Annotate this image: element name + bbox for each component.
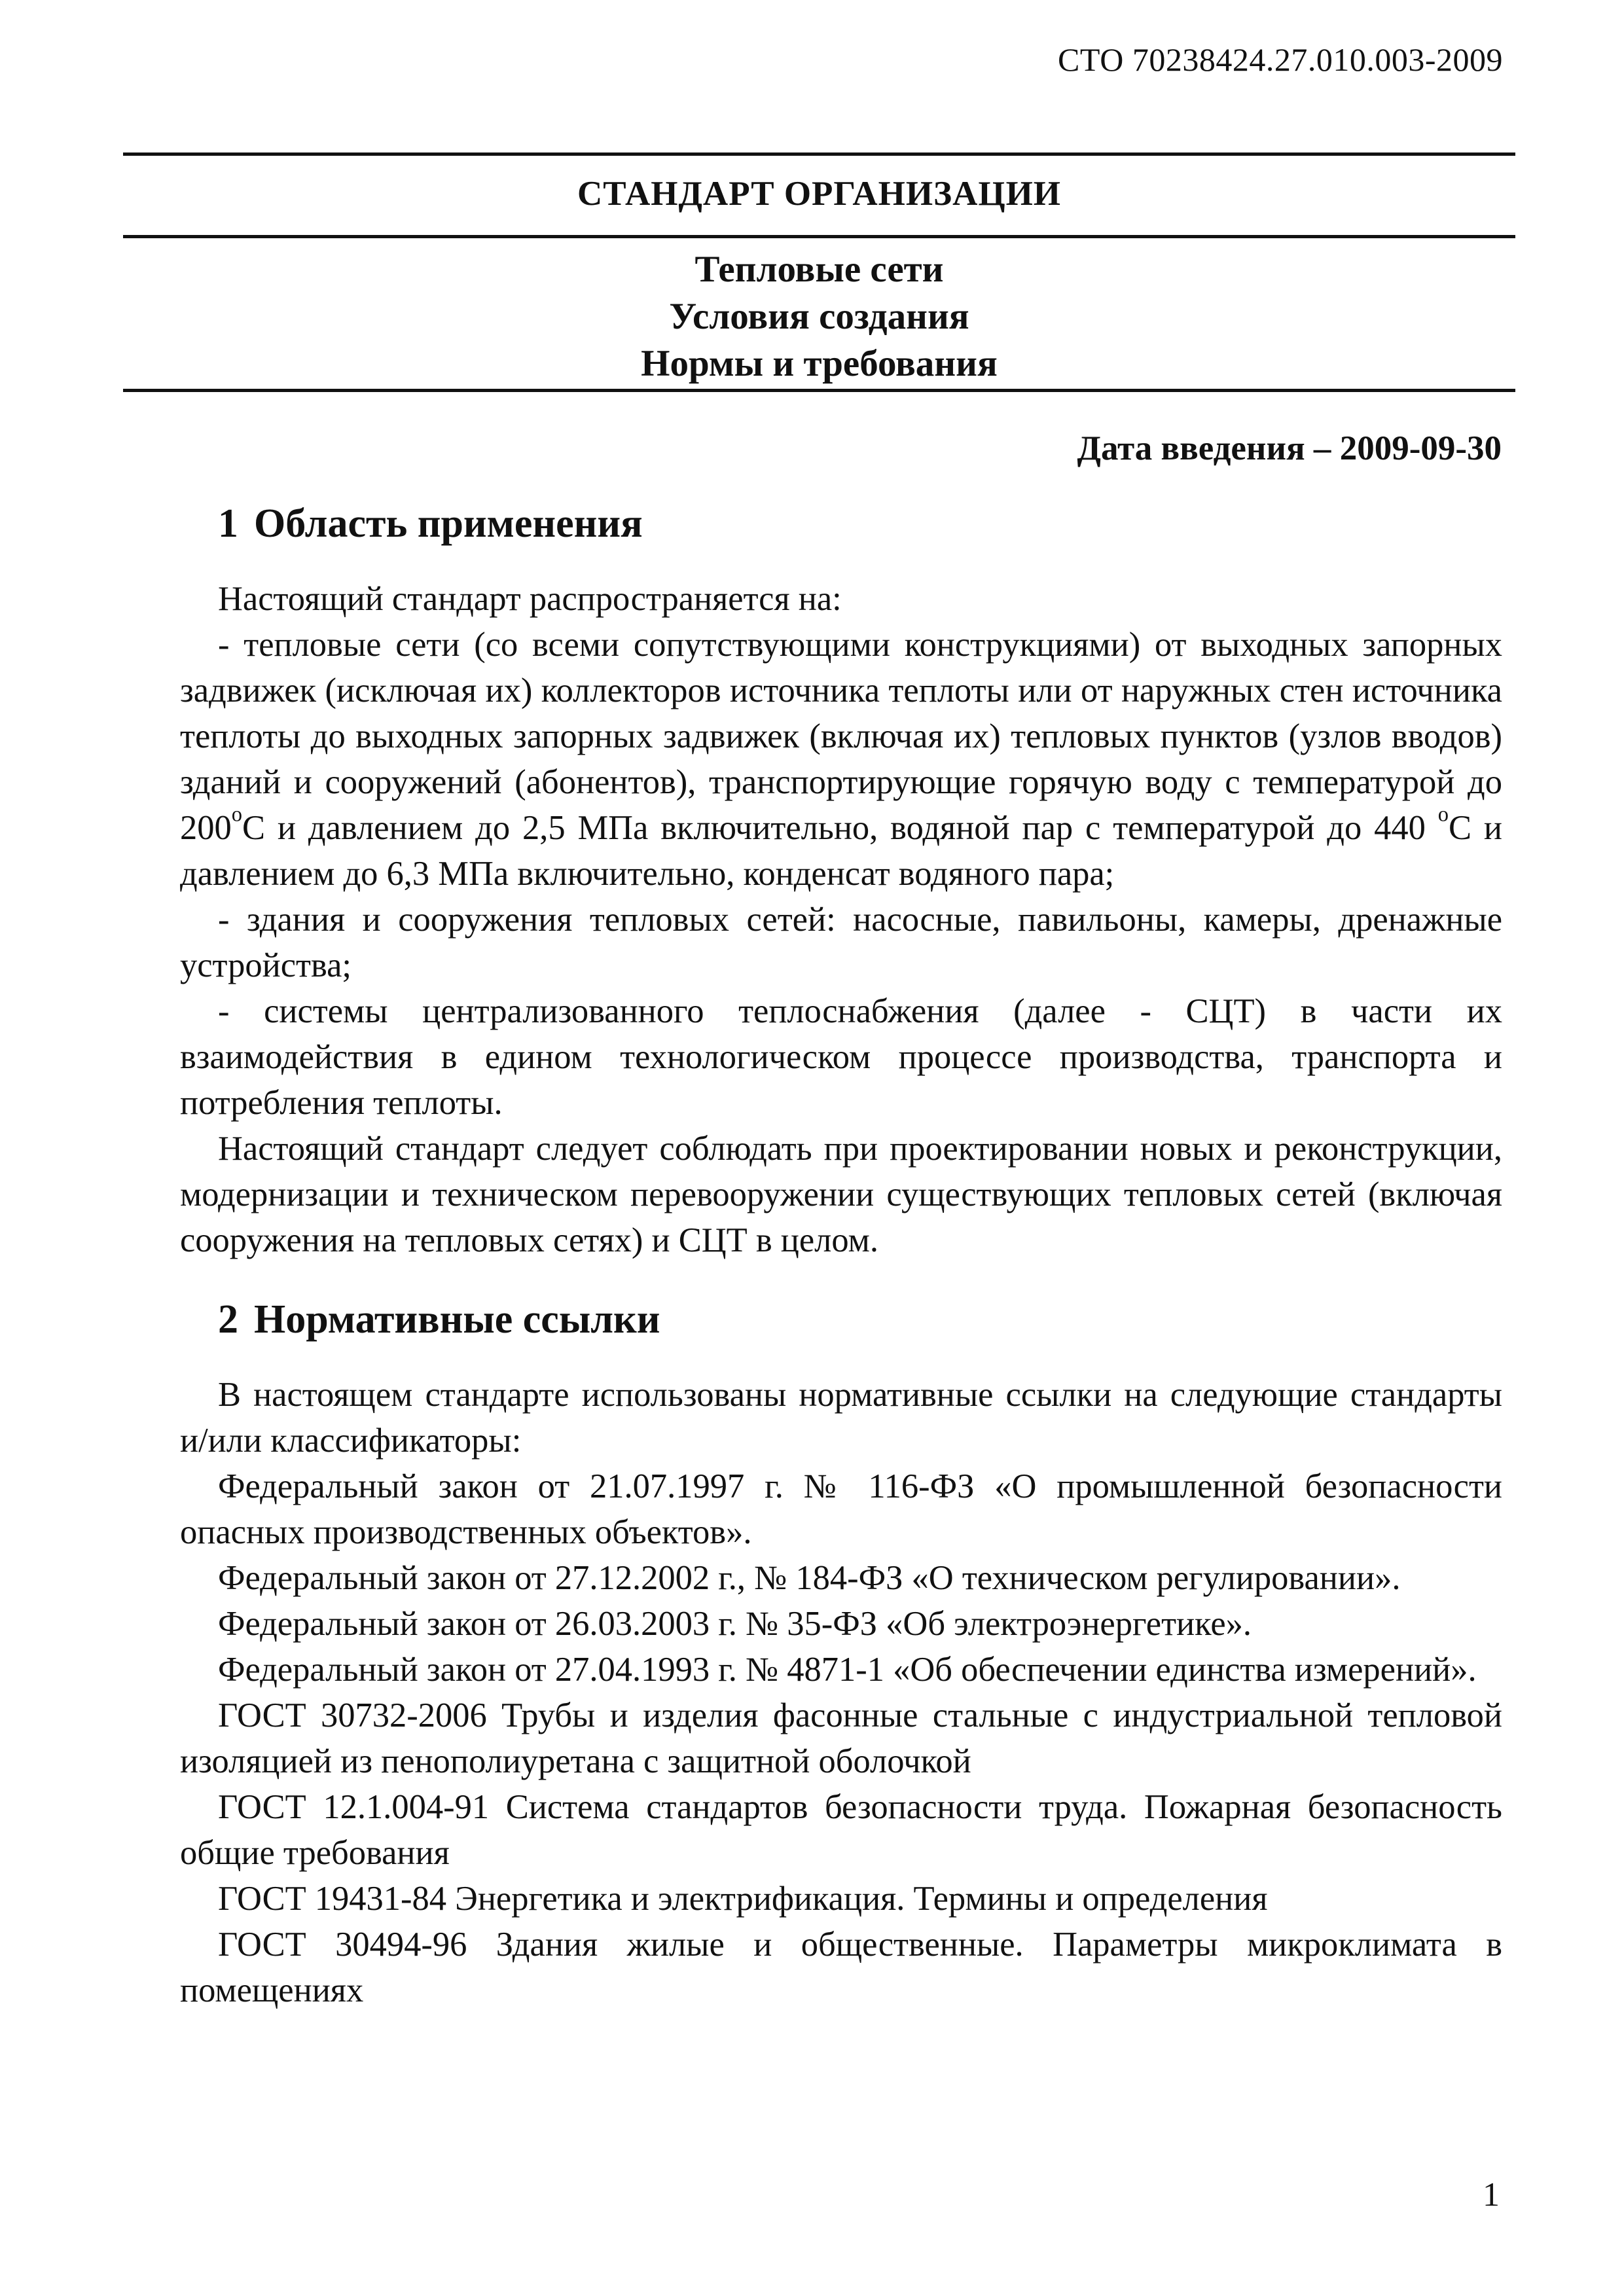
section-1-paragraph: Настоящий стандарт следует соблюдать при проектировании новых и реконструкции, модернизации и техническом перевооружении существующих тепловых сетей (включая сооружения на тепловых сетях) и СЦТ в целом. bbox=[180, 1130, 1502, 1259]
bottom-rule bbox=[123, 389, 1515, 392]
section-1-paragraph bbox=[180, 622, 1502, 897]
degree-sign: о bbox=[1437, 802, 1449, 827]
normative-reference: ГОСТ 30494-96 Здания жилые и общественные. Параметры микроклимата в помещениях bbox=[180, 1926, 1502, 2009]
title-line-3: Нормы и требования bbox=[641, 343, 998, 384]
paragraph-text: С и давлением до 6,3 МПа включительно, конденсат водяного пара; bbox=[180, 809, 1502, 893]
section-1-number: 1 bbox=[218, 501, 238, 546]
introduction-date bbox=[1077, 429, 1502, 468]
normative-reference: Федеральный закон от 26.03.2003 г. № 35-ФЗ «Об электроэнергетике». bbox=[218, 1605, 1252, 1643]
paragraph-text: С и давлением до 2,5 МПа включительно, водяной пар с температурой до 440 bbox=[242, 809, 1438, 847]
section-2-paragraph: В настоящем стандарте использованы нормативные ссылки на следующие стандарты и/или классификаторы: bbox=[180, 1376, 1502, 1460]
normative-reference: ГОСТ 19431-84 Энергетика и электрификация. Термины и определения bbox=[218, 1880, 1268, 1918]
section-1-paragraph: Настоящий стандарт распространяется на: bbox=[218, 580, 842, 618]
middle-rule bbox=[123, 235, 1515, 238]
top-rule bbox=[123, 152, 1515, 156]
degree-sign: о bbox=[231, 802, 243, 827]
section-1-title: Область применения bbox=[254, 501, 643, 546]
document-code: СТО 70238424.27.010.003-2009 bbox=[1058, 41, 1503, 78]
document-title bbox=[123, 246, 1515, 387]
normative-reference: Федеральный закон от 21.07.1997 г. № 116-ФЗ «О промышленной безопасности опасных производственных объектов». bbox=[180, 1467, 1502, 1551]
section-2-number: 2 bbox=[218, 1297, 238, 1342]
section-2-title: Нормативные ссылки bbox=[254, 1297, 660, 1342]
section-1-paragraph: - системы централизованного теплоснабжения (далее - СЦТ) в части их взаимодействия в едином технологическом процессе производства, транспорта и потребления теплоты. bbox=[180, 992, 1502, 1122]
paragraph-text: - тепловые сети (со всеми сопутствующими конструкциями) от выходных запорных задвижек (исключая их) коллекторов источника теплоты или от наружных стен источника теплоты до выходных запорных задвижек (включая их) тепловых пунктов (узлов вводов) зданий и сооружений (абонентов), транспортирующие горячую воду с температурой до 200 bbox=[180, 626, 1502, 847]
organization-standard-title: СТАНДАРТ ОРГАНИЗАЦИИ bbox=[577, 175, 1062, 213]
page-number: 1 bbox=[1483, 2176, 1500, 2214]
normative-reference: ГОСТ 12.1.004-91 Система стандартов безопасности труда. Пожарная безопасность общие требования bbox=[180, 1788, 1502, 1872]
title-line-1: Тепловые сети bbox=[695, 249, 944, 290]
section-1-heading bbox=[218, 499, 1502, 548]
section-2-heading bbox=[218, 1295, 1502, 1344]
introduction-date-value: 2009-09-30 bbox=[1339, 429, 1502, 467]
section-1-paragraph: - здания и сооружения тепловых сетей: насосные, павильоны, камеры, дренажные устройства; bbox=[180, 901, 1502, 984]
normative-reference: Федеральный закон от 27.12.2002 г., № 184-ФЗ «О техническом регулировании». bbox=[218, 1559, 1401, 1597]
document-body bbox=[180, 499, 1502, 2013]
normative-reference: Федеральный закон от 27.04.1993 г. № 4871-1 «Об обеспечении единства измерений». bbox=[218, 1651, 1477, 1689]
normative-reference: ГОСТ 30732-2006 Трубы и изделия фасонные стальные с индустриальной тепловой изоляцией из пенополиуретана с защитной оболочкой bbox=[180, 1696, 1502, 1780]
introduction-date-label: Дата введения – bbox=[1077, 429, 1331, 467]
title-line-2: Условия создания bbox=[669, 296, 969, 337]
